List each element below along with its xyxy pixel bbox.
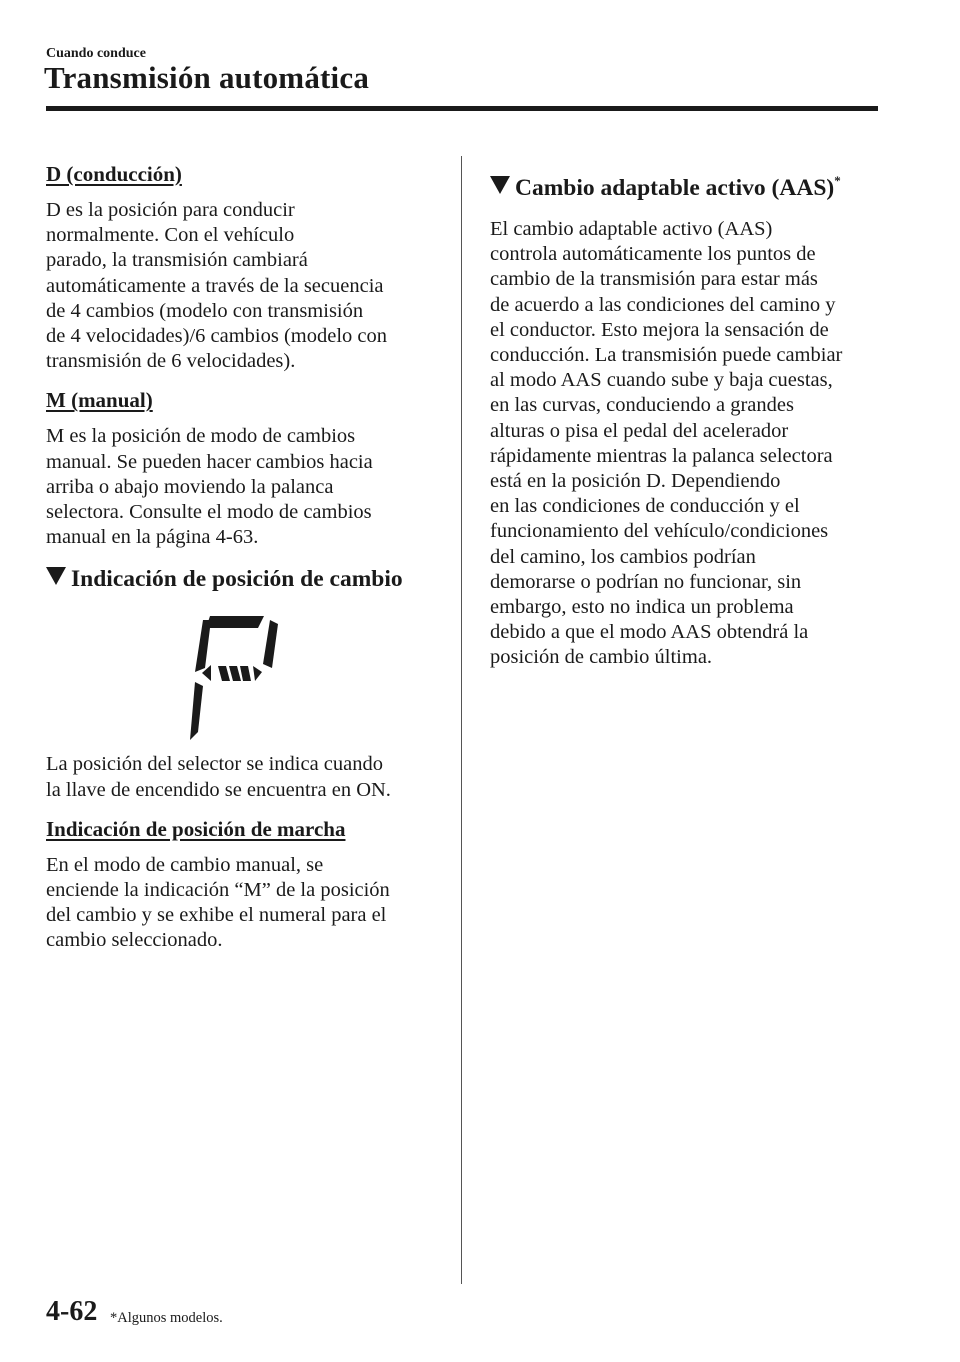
- aas-text: El cambio adaptable activo (AAS) controla automáticamente los puntos de cambio de la transmisión para estar más de acuerdo a las condiciones del camino y el conductor. Esto mejora la sensación de conducción. La transmisión puede cambiar al modo AAS cuando sube y baja cuestas, en las curvas, conduciendo a grandes alturas o pisa el pedal del acelerador rápidamente mientras la palanca selectora está en la posición D. Dependiendo en las condiciones de conducción y el funcionamiento del vehículo/condiciones del camino, los cambios podrían demorarse o podrían no funcionar, sin embargo, esto no indica un problema debido a que el modo AAS obtendrá la posición de cambio última.: [490, 218, 843, 669]
- gear-heading: Indicación de posición de marcha: [46, 816, 346, 841]
- d-heading: D (conducción): [46, 162, 182, 186]
- page-number: 4-62: [46, 1296, 98, 1327]
- footnote: *Algunos modelos.: [110, 1310, 223, 1326]
- aas-heading: [490, 166, 882, 203]
- d-text: D es la posición para conducir normalmente. Con el vehículo parado, la transmisión cambiará automáticamente a través de la secuencia de 4 cambios (modelo con transmisión de 4 velocidades)/6 cambios (modelo con transmisión de 6 velocidades).: [46, 199, 387, 373]
- indicator-text: La posición del selector se indica cuando la llave de encendido se encuentra en ON.: [46, 753, 391, 801]
- aas-heading-text: Cambio adaptable activo (AAS): [515, 175, 835, 201]
- footnote-marker: *: [834, 173, 841, 188]
- segment-display-p-icon: [186, 608, 336, 742]
- right-column: [490, 162, 882, 685]
- indicator-heading-text: Indicación de posición de cambio: [71, 566, 403, 593]
- page-title: Transmisión automática: [44, 60, 370, 95]
- title-rule: [46, 106, 878, 111]
- left-column: [46, 162, 438, 968]
- triangle-down-icon: [46, 567, 66, 585]
- m-heading: M (manual): [46, 388, 153, 413]
- triangle-down-icon: [490, 176, 510, 194]
- shift-indicator-figure: [46, 608, 438, 742]
- gear-text: En el modo de cambio manual, se enciende la indicación “M” de la posición del cambio y se exhibe el numeral para el cambio seleccionado.: [46, 853, 390, 952]
- section-label: Cuando conduce: [46, 46, 146, 61]
- indicator-heading: [46, 564, 438, 594]
- m-text: M es la posición de modo de cambios manual. Se pueden hacer cambios hacia arriba o abajo moviendo la palanca selectora. Consulte el modo de cambios manual en la página 4-63.: [46, 425, 373, 549]
- column-divider: [461, 156, 462, 1284]
